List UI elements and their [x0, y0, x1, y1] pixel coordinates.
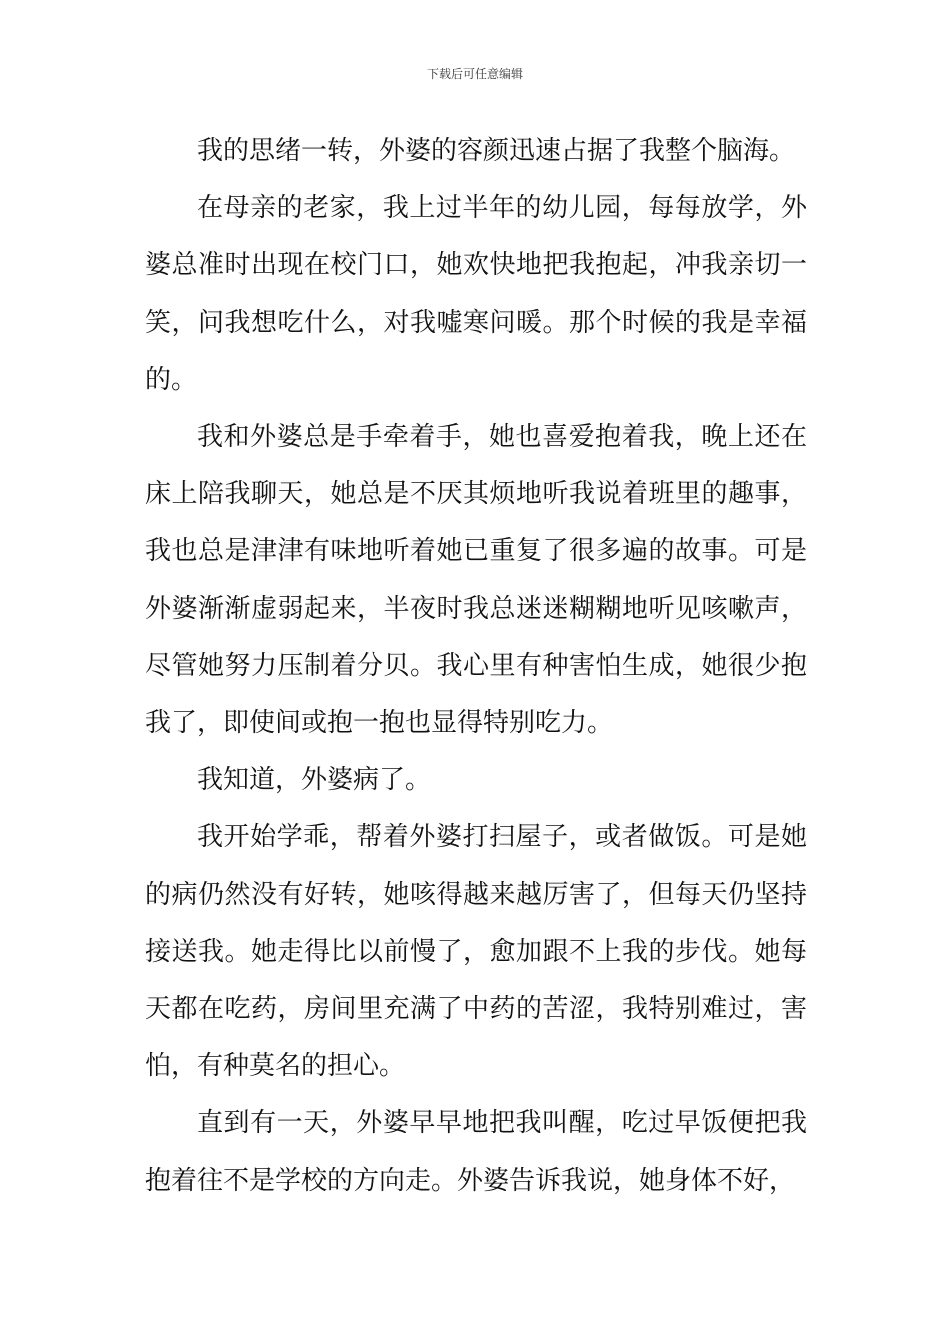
document-body: [145, 123, 807, 1210]
paragraph: 直到有一天，外婆早早地把我叫醒，吃过早饭便把我抱着往不是学校的方向走。外婆告诉我说，她身体不好，: [145, 1108, 807, 1196]
page-header-note: 下载后可任意编辑: [426, 67, 523, 81]
paragraph: 我和外婆总是手牵着手，她也喜爱抱着我，晚上还在床上陪我聊天，她总是不厌其烦地听我说着班里的趣事，我也总是津津有味地听着她已重复了很多遍的故事。可是外婆渐渐虚弱起来，半夜时我总迷迷糊糊地听见咳嗽声，尽管她努力压制着分贝。我心里有种害怕生成，她很少抱我了，即使间或抱一抱也显得特别吃力。: [145, 422, 807, 739]
paragraph: 在母亲的老家，我上过半年的幼儿园，每每放学，外婆总准时出现在校门口，她欢快地把我抱起，冲我亲切一笑，问我想吃什么，对我嘘寒问暖。那个时候的我是幸福的。: [145, 193, 807, 395]
paragraph: 我知道，外婆病了。: [197, 765, 432, 796]
paragraph: 我的思绪一转，外婆的容颜迅速占据了我整个脑海。: [197, 136, 796, 166]
paragraph: 我开始学乖，帮着外婆打扫屋子，或者做饭。可是她的病仍然没有好转，她咳得越来越厉害了，但每天仍坚持接送我。她走得比以前慢了，愈加跟不上我的步伐。她每天都在吃药，房间里充满了中药的苦涩，我特别难过，害怕，有种莫名的担心。: [145, 822, 807, 1082]
